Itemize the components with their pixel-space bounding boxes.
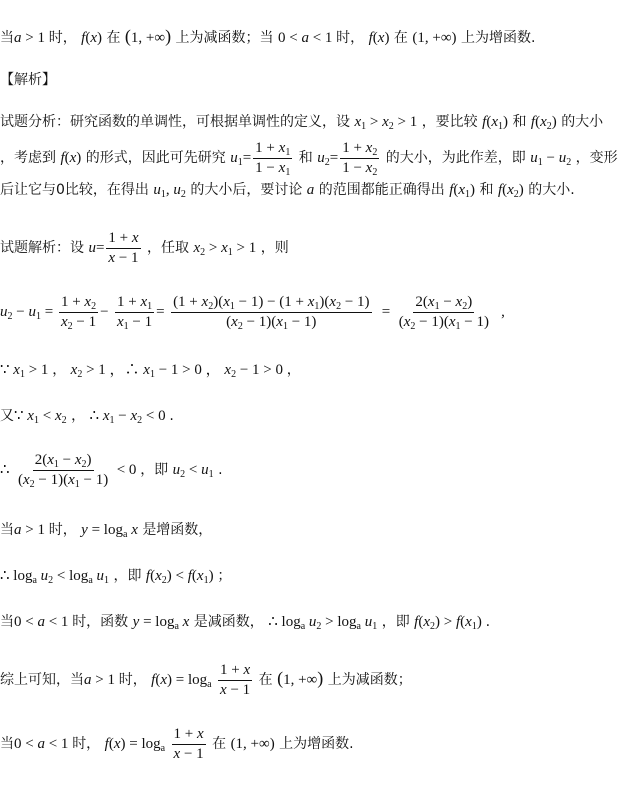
text: 综上可知，当	[0, 672, 84, 688]
text: 时，	[336, 30, 365, 46]
text: 当	[0, 736, 14, 752]
solution-line-4: 又∵ $x_1 < x_2$ ， ∴ $x_1 - x_2 < 0$ .	[0, 408, 174, 426]
text: ，即	[140, 462, 169, 478]
text: ，	[286, 362, 301, 378]
solution-line-7: ∴ $\log_a u_2 < \log_a u_1$ ，即 $f(x_2) < f(x_1)$ ；	[0, 568, 232, 586]
text: ，则	[260, 240, 289, 256]
text: 又	[0, 408, 14, 424]
solution-line-1: 试题解析：设 u= $\frac{1 + x}{x - 1}$ ，任取 $x_2 > x_1 > 1$ ，则	[0, 229, 289, 266]
text: ；	[217, 568, 232, 584]
text: ，考虑到	[0, 150, 56, 166]
summary-line-1: 综上可知，当a > 1 时， $f(x) = \log_a$ $\frac{1 + x}{x - 1}$ 在 (1, +∞) 上为减函数；	[0, 661, 412, 698]
summary-line-2: 当0 < a < 1 时， $f(x) = \log_a$ $\frac{1 + x}{x - 1}$ 在 (1, +∞) 上为增函数.	[0, 725, 354, 762]
text: 当	[0, 522, 14, 538]
text: 的范围都能正确得出	[318, 182, 445, 198]
text: 是减函数，	[193, 614, 264, 630]
text: 当	[0, 614, 14, 630]
text: ，即	[113, 568, 142, 584]
text: 的大小后，要讨论	[190, 182, 303, 198]
text: ，要比较	[421, 114, 478, 130]
text: 上为增函数.	[279, 736, 354, 752]
text: 在	[258, 672, 273, 688]
text: 在	[393, 30, 408, 46]
text: ，	[71, 408, 86, 424]
text: 时，	[48, 522, 77, 538]
text: 的大小	[561, 114, 604, 130]
text: 和	[298, 150, 313, 166]
text: 在	[212, 736, 227, 752]
text: ，变形	[575, 150, 618, 166]
text: 时，	[48, 30, 77, 46]
solution-line-3: ∵ $x_1 > 1$ ， $x_2 > 1$ ，∴ $x_1 - 1 > 0$ ， $x_2 - 1 > 0$ ，	[0, 362, 301, 380]
section-heading: 【解析】	[0, 72, 56, 88]
solution-line-5: ∴ $\frac{2(x_1 - x_2)}{(x_2 - 1)(x_1 - 1)}$ < 0 ，即 $u_2 < u_1$ .	[0, 451, 223, 490]
text: 时，	[118, 672, 147, 688]
text: 上为减函数；当	[175, 30, 274, 46]
text: 的大小，为此作差，即	[385, 150, 526, 166]
text: 时，函数	[72, 614, 129, 630]
conclusion-line: 当a > 1 时， f(x) 在 (1, +∞) 上为减函数；当 0 < a < 1 时， f(x) 在 (1, +∞) 上为增函数.	[0, 26, 536, 46]
text: 和	[479, 182, 494, 198]
analysis-line-1: 试题分析：研究函数的单调性，可根据单调性的定义，设 $x_1 > x_2 > 1$ ，要比较 $f(x_1)$ 和 $f(x_2)$ 的大小	[0, 114, 604, 132]
text: .	[218, 462, 223, 478]
text: 上为增函数.	[460, 30, 536, 46]
text: 当	[0, 30, 14, 46]
analysis-line-2: ，考虑到 f(x) 的形式，因此可先研究 $u_1=$ $\frac{1 + x_1}{1 - x_1}$ 和 $u_2=$ $\frac{1 + x_2}{1 - x_2}$ 的大小，为此作差，即 $u_1 - u_2$ ，变形	[0, 139, 618, 178]
solution-line-8: 当0 < a < 1 时，函数 $y = \log_a x$ 是减函数， ∴ $\log_a u_2 > \log_a u_1$ ，即 $f(x_2) > f(x_1)$ .	[0, 614, 491, 632]
text: 试题分析：研究函数的单调性，可根据单调性的定义，设	[0, 114, 350, 130]
text: ，即	[381, 614, 410, 630]
text: 在	[106, 30, 121, 46]
text: ，	[52, 362, 67, 378]
text: .	[485, 614, 491, 630]
analysis-line-3: 后让它与0比较，在得出 $u_1$, $u_2$ 的大小后，要讨论 a 的范围都能正确得出 $f(x_1)$ 和 $f(x_2)$ 的大小.	[0, 182, 575, 200]
text: 的形式，因此可先研究	[85, 150, 226, 166]
text: 时，	[72, 736, 101, 752]
text: 是增函数，	[142, 522, 213, 538]
text: 的大小.	[528, 182, 575, 198]
text: .	[169, 408, 174, 424]
solution-line-6: 当a > 1 时， $y = \log_a x$ 是增函数，	[0, 522, 213, 540]
text: 上为减函数；	[327, 672, 412, 688]
text: ，任取	[147, 240, 190, 256]
text: 后让它与0比较，在得出	[0, 182, 149, 198]
text: 试题解析：设	[0, 240, 84, 256]
text: 和	[512, 114, 527, 130]
solution-equation: $u_2 - u_1$ = $\frac{1 + x_2}{x_2 - 1}$ − $\frac{1 + x_1}{x_1 - 1}$ = $\frac{(1 + x_2)(x_1 - 1) - (1 + x_1)(x_2 - 1)}{(x_2 - 1)(x_1 - 1)}$ = $\frac{2(x_1 - x_2)}{(x_2 - 1)(x_1 - 1)}$ ,	[0, 293, 505, 332]
